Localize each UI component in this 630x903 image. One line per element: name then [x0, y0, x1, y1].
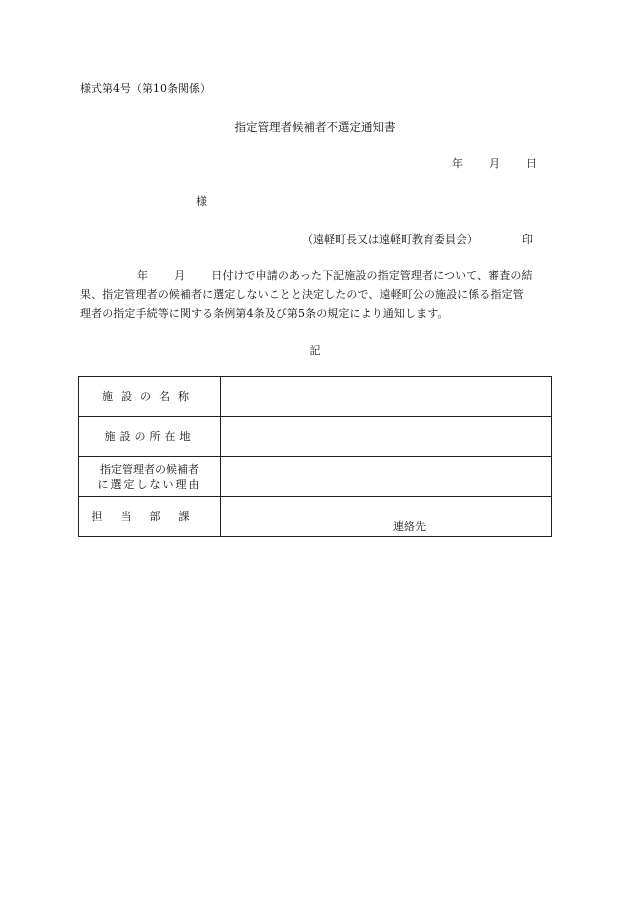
seal-mark: 印 [522, 233, 533, 246]
table-row [79, 377, 552, 417]
contact-label: 連絡先 [393, 520, 426, 533]
date-month: 月 [489, 157, 500, 170]
facility-location-label: 施設の所在地 [79, 417, 221, 457]
non-selection-reason-value [221, 457, 552, 497]
issuer-name: （遠軽町長又は遠軽町教育委員会） [302, 233, 478, 246]
notice-body [80, 266, 555, 323]
facility-info-table [78, 376, 552, 537]
facility-name-label: 施設の名称 [79, 377, 221, 417]
body-year: 年 [137, 269, 149, 282]
form-number: 様式第4号（第10条関係） [80, 82, 211, 95]
document-title: 指定管理者候補者不選定通知書 [234, 120, 396, 134]
reason-label-line-1: 指定管理者の候補者 [100, 462, 199, 476]
date-day: 日 [526, 157, 537, 170]
facility-name-value [221, 377, 552, 417]
reason-label-line-2: に選定しない理由 [97, 477, 202, 491]
body-month: 月 [174, 269, 186, 282]
table-row [79, 497, 552, 537]
body-line-1-rest: 日付けで申請のあった下記施設の指定管理者について、審査の結 [211, 269, 533, 282]
body-line-2: 果、指定管理者の候補者に選定しないことと決定したので、遠軽町公の施設に係る指定管 [80, 288, 524, 301]
non-selection-reason-label [79, 457, 221, 497]
table-row [79, 457, 552, 497]
body-line-3: 理者の指定手続等に関する条例第4条及び第5条の規定により通知します。 [80, 307, 449, 320]
department-label: 担当部課 [79, 497, 221, 537]
date-line [452, 155, 537, 171]
ki-heading: 記 [309, 344, 321, 357]
department-value [221, 497, 552, 537]
table-row [79, 417, 552, 457]
addressee-honorific: 様 [196, 195, 207, 208]
date-year: 年 [452, 157, 463, 170]
body-line-1 [80, 266, 555, 285]
facility-location-value [221, 417, 552, 457]
